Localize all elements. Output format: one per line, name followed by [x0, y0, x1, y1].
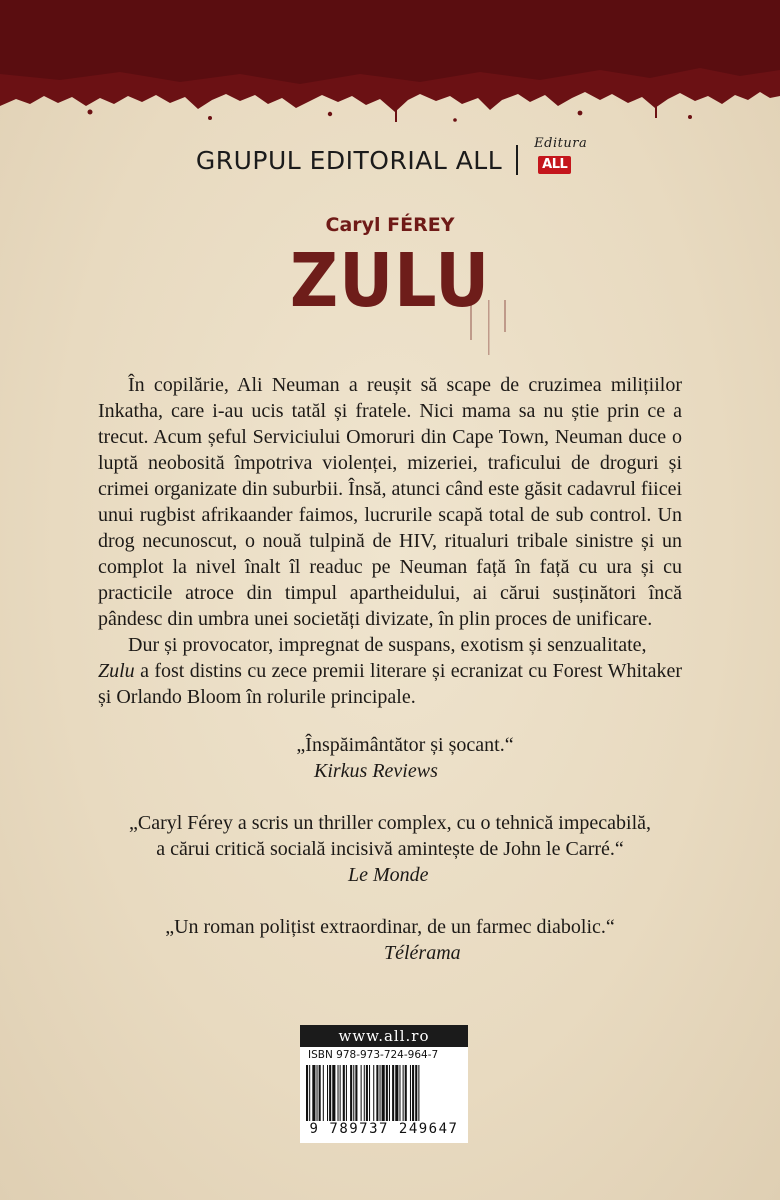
logo-mark: ALL	[538, 156, 571, 174]
quote-text: „Un roman polițist extraordinar, de un farmec diabolic.“	[165, 916, 615, 938]
publisher-logo	[532, 136, 588, 180]
quote-source: Kirkus Reviews	[314, 760, 438, 782]
author-name: Caryl FÉREY	[325, 214, 455, 236]
barcode-bar	[317, 1065, 318, 1121]
book-description	[98, 372, 682, 710]
barcode-bar	[395, 1065, 398, 1121]
description-intro: Dur și provocator, impregnat de suspans, exotism și senzualitate,	[128, 634, 647, 656]
description-paragraph-2	[98, 632, 682, 710]
barcode-bar	[306, 1065, 308, 1121]
barcode-bar	[323, 1065, 324, 1121]
top-red-band	[0, 0, 780, 130]
review-quote	[98, 914, 682, 966]
barcode-bar	[327, 1065, 328, 1121]
barcode-bar	[403, 1065, 404, 1121]
barcode-bar	[312, 1065, 315, 1121]
barcode-bar	[392, 1065, 394, 1121]
quote-text: „Înspăimântător și șocant.“	[296, 734, 514, 756]
barcode-bar	[343, 1065, 345, 1121]
barcode-bar	[382, 1065, 385, 1121]
book-title: ZULU	[289, 238, 491, 324]
description-paragraph-1: În copilărie, Ali Neuman a reușit să scape de cruzimea milițiilor Inkatha, care i-au ucis tatăl și fratele. Nici mama sa nu știe prin ce a trecut. Acum șeful Serviciului Omoruri din Cape Town, Neuman duce o luptă neobosită împotriva violenței, mizeriei, traficului de droguri și crimei organizate din suburbii. Însă, atunci când este găsit cadavrul fiicei unui rugbist afrikaander faimos, lucrurile scapă total de sub control. Un drog necunoscut, o nouă tulpină de HIV, ritualuri tribale sinistre și un complot la nivel înalt îl readuc pe Neuman față în față cu ura și cu practicile atroce din timpul apartheidului, ai cărui susținători încă pândesc din umbra unei societăți divizate, în plin proces de unificare.	[98, 374, 682, 630]
barcode-bar	[376, 1065, 378, 1121]
barcode-bar	[412, 1065, 414, 1121]
barcode-bar	[366, 1065, 368, 1121]
isbn-barcode	[300, 1025, 468, 1143]
quote-source: Télérama	[384, 942, 461, 964]
review-quotes	[98, 732, 682, 992]
barcode-bar	[386, 1065, 388, 1121]
barcode-bar	[369, 1065, 370, 1121]
barcode-bar	[410, 1065, 411, 1121]
title-drip-texture	[460, 300, 520, 360]
review-quote	[98, 810, 682, 888]
barcode-bar	[332, 1065, 335, 1121]
quote-text-line-2: a cărui critică socială incisivă amintește de John le Carré.“	[156, 838, 624, 860]
logo-script-text: Editura	[534, 136, 588, 151]
barcode-bar	[340, 1065, 341, 1121]
publisher-name: GRUPUL EDITORIAL ALL	[195, 145, 503, 175]
barcode-bar	[355, 1065, 357, 1121]
barcode-bar	[309, 1065, 310, 1121]
barcode-bar	[418, 1065, 419, 1121]
barcode-bar	[338, 1065, 339, 1121]
isbn-text: ISBN 978-973-724-964-7	[308, 1049, 439, 1061]
description-rest: a fost distins cu zece premii literare și ecranizat cu Forest Whitaker și Orlando Bloom în rolurile principale.	[98, 660, 682, 708]
barcode-bar	[346, 1065, 347, 1121]
quote-source: Le Monde	[348, 864, 429, 886]
barcode-bar	[350, 1065, 352, 1121]
barcode-bars	[306, 1065, 462, 1121]
barcode-bar	[373, 1065, 374, 1121]
review-quote	[98, 732, 682, 784]
barcode-digits: 9 789737 249647	[309, 1121, 459, 1137]
barcode-bar	[380, 1065, 381, 1121]
barcode-bar	[364, 1065, 365, 1121]
quote-text-line-1: „Caryl Férey a scris un thriller complex, cu o tehnică impecabilă,	[128, 812, 652, 834]
barcode-bar	[415, 1065, 417, 1121]
website-url: www.all.ro	[300, 1025, 468, 1047]
publisher-header	[0, 136, 780, 180]
description-title-italic: Zulu	[98, 660, 135, 682]
barcode-bar	[353, 1065, 354, 1121]
barcode-bar	[361, 1065, 362, 1121]
barcode-bar	[319, 1065, 321, 1121]
barcode-bar	[329, 1065, 331, 1121]
barcode-bar	[399, 1065, 400, 1121]
barcode-bar	[389, 1065, 390, 1121]
barcode-bar	[405, 1065, 407, 1121]
divider	[516, 145, 518, 175]
